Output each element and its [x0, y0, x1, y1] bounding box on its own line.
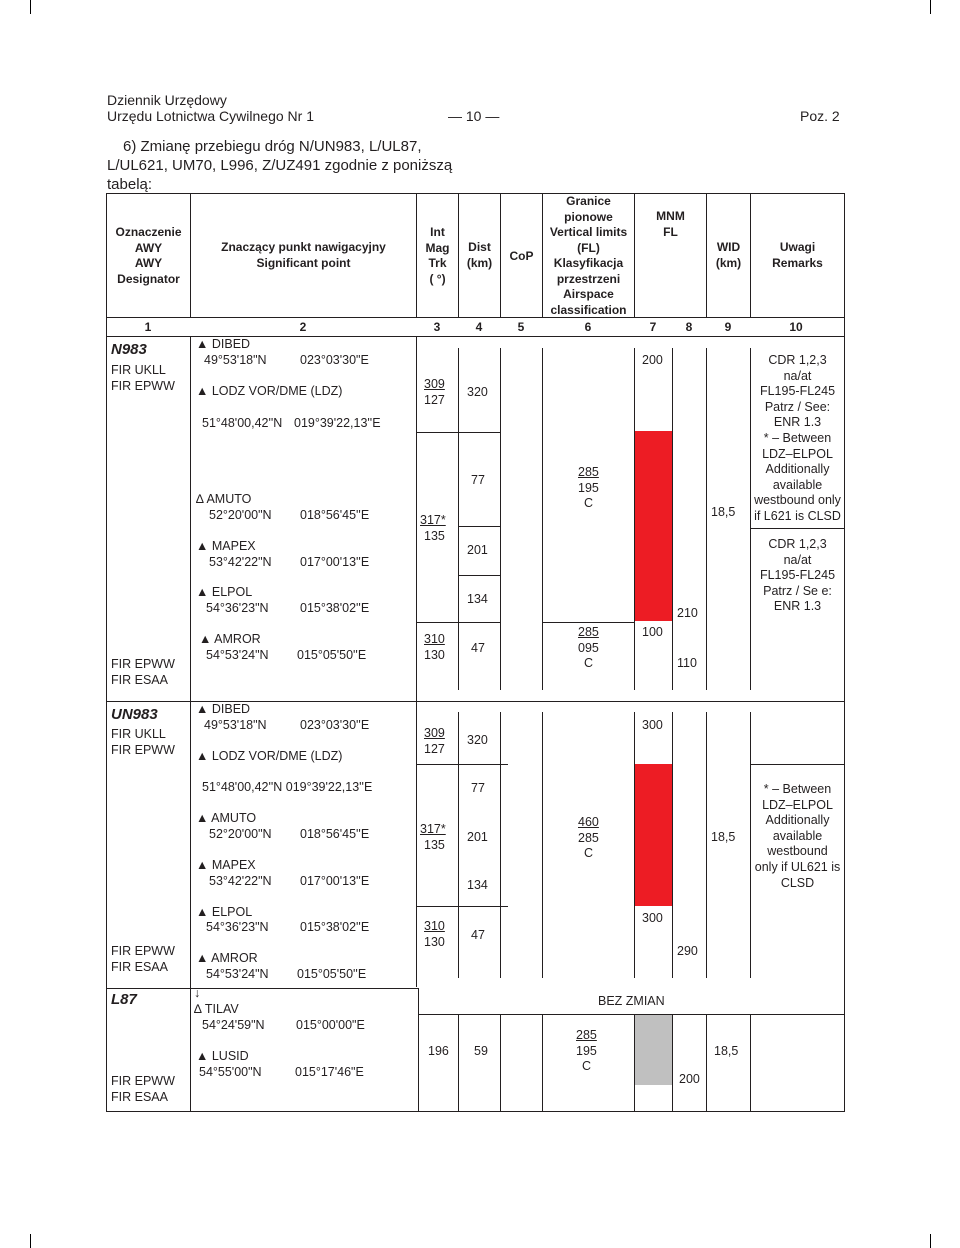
waypoint-elpol: ▲ ELPOL — [196, 905, 253, 919]
distance-value: 201 — [467, 543, 488, 557]
waypoint-lat: 49°53'18"N — [204, 353, 267, 367]
journal-title: Dziennik Urzędowy — [107, 92, 227, 108]
column-number: 9 — [724, 320, 732, 334]
on-request-point-icon: ∆ — [196, 492, 204, 506]
airspace-class: C — [584, 656, 594, 670]
fir-label: FIR EPWW — [111, 379, 175, 393]
waypoint-lat: 54°36'23"N — [206, 601, 269, 615]
track-value: 196 — [428, 1044, 449, 1058]
compulsory-point-icon: ▲ — [199, 632, 212, 646]
waypoint-lon: 023°03'30''E — [300, 718, 370, 732]
track-value: 135 — [424, 838, 445, 852]
width-value: 18,5 — [711, 830, 736, 844]
track-value: 309 — [424, 377, 445, 391]
waypoint-lat: 54°53'24"N — [206, 648, 269, 662]
intro-line: 6) Zmianę przebiegu dróg N/UN983, L/UL87, — [123, 138, 422, 155]
track-value: 317* — [420, 822, 446, 836]
route-designator: UN983 — [111, 706, 158, 723]
mnm-value: 300 — [642, 718, 663, 732]
waypoint-lon: 019°39'22,13''E — [294, 416, 381, 430]
compulsory-point-icon: ▲ — [196, 539, 209, 553]
distance-value: 134 — [467, 878, 488, 892]
no-change-label: BEZ ZMIAN — [598, 994, 665, 1008]
crop-mark — [30, 1234, 31, 1248]
lower-limit: 195 — [578, 481, 599, 495]
waypoint-lodz: ▲ LODZ VOR/DME (LDZ) — [196, 749, 343, 763]
header-remarks: Uwagi Remarks — [772, 240, 823, 270]
header-designator: Oznaczenie AWY AWY Designator — [115, 225, 182, 286]
distance-value: 47 — [471, 641, 485, 655]
waypoint-lat: 53°42'22"N — [209, 874, 272, 888]
distance-value: 201 — [467, 830, 488, 844]
waypoint-lat: 54°24'59"N — [202, 1018, 265, 1032]
column-number: 8 — [685, 320, 693, 334]
waypoint-amuto: ▲ AMUTO — [196, 811, 257, 825]
waypoint-lusid: ▲ LUSID — [196, 1049, 249, 1063]
waypoint-lon: 023°03'30"E — [300, 353, 369, 367]
fir-label: FIR UKLL — [111, 727, 166, 741]
mnm-value: 200 — [642, 353, 663, 367]
waypoint-lat: 49°53'18"N — [204, 718, 267, 732]
width-value: 18,5 — [714, 1044, 739, 1058]
column-number: 7 — [649, 320, 657, 334]
airspace-class: C — [584, 846, 594, 860]
header-width: WID (km) — [715, 240, 742, 270]
remarks-block: CDR 1,2,3 na/at FL195-FL245 Patrz / See: ENR 1.3 * – Between LDZ–ELPOL Additionally available westbound only if L621 is CLSD — [754, 353, 841, 523]
remarks-block: CDR 1,2,3 na/at FL195-FL245 Patrz / Se e: ENR 1.3 — [759, 537, 836, 614]
distance-value: 59 — [474, 1044, 488, 1058]
waypoint-lat: 51°48'00,42''N — [202, 416, 283, 430]
waypoint-lat: 52°20'00"N — [209, 827, 272, 841]
compulsory-point-icon: ▲ — [196, 951, 209, 965]
intro-line: L/UL621, UM70, L996, Z/UZ491 zgodnie z poniższą — [107, 157, 453, 174]
on-request-point-icon: ∆ — [194, 1002, 202, 1016]
header-significant-point: Znaczący punkt nawigacyjny Significant point — [221, 240, 386, 270]
distance-value: 320 — [467, 385, 488, 399]
compulsory-point-icon: ▲ — [196, 337, 209, 351]
fir-label: FIR UKLL — [111, 363, 166, 377]
waypoint-dibed: ▲ DIBED — [196, 702, 251, 716]
waypoint-lat: 54°55'00"N — [199, 1065, 262, 1079]
mnm-value: 100 — [642, 625, 663, 639]
width-value: 18,5 — [711, 505, 736, 519]
journal-subtitle: Urzędu Lotnictwa Cywilnego Nr 1 — [107, 108, 314, 124]
column-number: 3 — [433, 320, 441, 334]
page-number: — 10 — — [448, 108, 500, 124]
column-number: 5 — [517, 320, 525, 334]
distance-value: 77 — [471, 781, 485, 795]
crop-mark — [930, 1234, 931, 1248]
upper-limit: 285 — [576, 1028, 597, 1042]
lower-limit: 195 — [576, 1044, 597, 1058]
waypoint-lon: 017°00'13''E — [300, 555, 370, 569]
waypoint-lon: 015°05'50''E — [297, 967, 367, 981]
waypoint-lat: 52°20'00"N — [209, 508, 272, 522]
column-number: 6 — [584, 320, 592, 334]
compulsory-point-icon: ▲ — [196, 905, 209, 919]
waypoint-lon: 018°56'45''E — [300, 827, 370, 841]
waypoint-mapex: ▲ MAPEX — [196, 539, 256, 553]
fir-label: FIR ESAA — [111, 1090, 168, 1104]
column-number: 1 — [144, 320, 152, 334]
waypoint-lat: 53°42'22"N — [209, 555, 272, 569]
crop-mark — [30, 0, 31, 14]
direction-arrow-icon: ↓ — [194, 986, 201, 1000]
column-number: 2 — [299, 320, 307, 334]
upper-limit: 285 — [578, 625, 599, 639]
mnm-value: 110 — [677, 656, 697, 670]
track-value: 317* — [420, 513, 446, 527]
distance-value: 77 — [471, 473, 485, 487]
mnm-value: 290 — [677, 944, 698, 958]
waypoint-lon: 015°00'00"E — [296, 1018, 365, 1032]
lower-limit: 095 — [578, 641, 599, 655]
upper-limit: 285 — [578, 465, 599, 479]
header-distance: Dist (km) — [466, 240, 493, 270]
airspace-class: C — [584, 496, 594, 510]
track-value: 310 — [424, 919, 445, 933]
waypoint-elpol: ▲ ELPOL — [196, 585, 253, 599]
distance-value: 320 — [467, 733, 488, 747]
route-designator: N983 — [111, 341, 147, 358]
compulsory-point-icon: ▲ — [196, 858, 209, 872]
fir-label: FIR EPWW — [111, 944, 175, 958]
intro-line: tabelą: — [107, 176, 153, 193]
track-value: 127 — [424, 393, 445, 407]
track-value: 130 — [424, 648, 445, 662]
waypoint-lat: 54°36'23"N — [206, 920, 269, 934]
compulsory-point-icon: ▲ — [196, 1049, 209, 1063]
upper-limit: 460 — [578, 815, 599, 829]
waypoint-mapex: ▲ MAPEX — [196, 858, 256, 872]
mnm-value: 210 — [677, 606, 698, 620]
header-cop: CoP — [509, 249, 534, 263]
crop-mark — [930, 0, 931, 14]
track-value: 309 — [424, 726, 445, 740]
lower-limit: 285 — [578, 831, 599, 845]
compulsory-point-icon: ▲ — [196, 585, 209, 599]
waypoint-lodz: ▲ LODZ VOR/DME (LDZ) — [196, 384, 343, 398]
waypoint-lat: 54°53'24"N — [206, 967, 269, 981]
airspace-class: C — [582, 1059, 592, 1073]
waypoint-lon: 015°05'50''E — [297, 648, 367, 662]
remarks-block: * – Between LDZ–ELPOL Additionally available westbound only if UL621 is CLSD — [754, 782, 841, 890]
waypoint-lon: 015°17'46"E — [295, 1065, 364, 1079]
fir-label: FIR EPWW — [111, 1074, 175, 1088]
waypoint-lon: 018°56'45''E — [300, 508, 370, 522]
position-number: Poz. 2 — [800, 108, 840, 124]
header-vertical-limits: Granice pionowe Vertical limits (FL) Klasyfikacja przestrzeni Airspace classification — [549, 194, 628, 317]
track-value: 130 — [424, 935, 445, 949]
distance-value: 134 — [467, 592, 488, 606]
fir-label: FIR ESAA — [111, 673, 168, 687]
fir-label: FIR EPWW — [111, 657, 175, 671]
fir-label: FIR ESAA — [111, 960, 168, 974]
waypoint-coordinates: 51°48'00,42''N 019°39'22,13''E — [202, 780, 373, 794]
distance-value: 47 — [471, 928, 485, 942]
waypoint-dibed: ▲ DIBED — [196, 337, 251, 351]
compulsory-point-icon: ▲ — [196, 702, 209, 716]
track-value: 135 — [424, 529, 445, 543]
waypoint-lon: 017°00'13''E — [300, 874, 370, 888]
waypoint-tilav: ∆ TILAV — [194, 1002, 239, 1016]
column-number: 10 — [789, 320, 803, 334]
compulsory-point-icon: ▲ — [196, 811, 209, 825]
waypoint-amror: ▲ AMROR — [199, 632, 261, 646]
waypoint-amror: ▲ AMROR — [196, 951, 258, 965]
column-number: 4 — [475, 320, 483, 334]
mnm-value: 200 — [679, 1072, 700, 1086]
fir-label: FIR EPWW — [111, 743, 175, 757]
highlight-block — [635, 764, 672, 906]
mnm-value: 300 — [642, 911, 663, 925]
waypoint-amuto: ∆ AMUTO — [196, 492, 252, 506]
header-mnm: MNM FL — [656, 209, 685, 239]
header-track: Int Mag Trk ( °) — [425, 225, 450, 286]
compulsory-point-icon: ▲ — [196, 384, 209, 398]
highlight-block — [635, 431, 672, 621]
highlight-block — [635, 1015, 672, 1085]
track-value: 310 — [424, 632, 445, 646]
waypoint-lon: 015°38'02''E — [300, 920, 370, 934]
waypoint-lon: 015°38'02''E — [300, 601, 370, 615]
track-value: 127 — [424, 742, 445, 756]
route-designator: L87 — [111, 991, 137, 1008]
compulsory-point-icon: ▲ — [196, 749, 209, 763]
